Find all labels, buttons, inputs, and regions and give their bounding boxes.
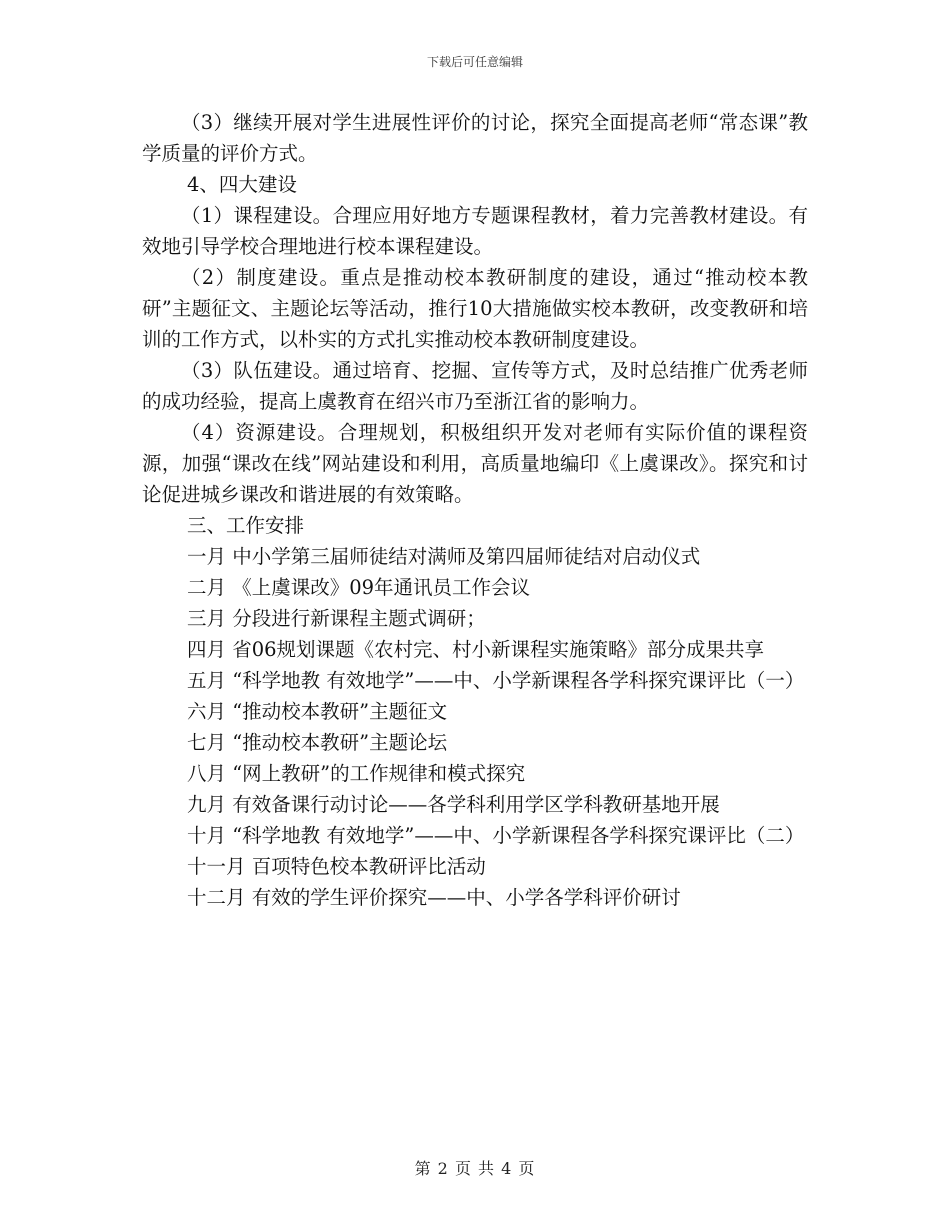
page-footer: 第 2 页 共 4 页 xyxy=(414,1159,536,1178)
paragraph-evaluation-discussion: （3）继续开展对学生进展性评价的讨论，探究全面提高老师“常态课”教学质量的评价方式。 xyxy=(142,111,808,165)
schedule-item-august: 八月 “网上教研”的工作规律和模式探究 xyxy=(187,762,526,785)
document-body xyxy=(142,107,808,913)
schedule-item-december: 十二月 有效的学生评价探究——中、小学各学科评价研讨 xyxy=(187,886,681,909)
schedule-item-april: 四月 省06规划课题《农村完、村小新课程实施策略》部分成果共享 xyxy=(187,638,765,661)
schedule-item-may: 五月 “科学地教 有效地学”——中、小学新课程各学科探究课评比（一） xyxy=(187,669,805,692)
schedule-item-november: 十一月 百项特色校本教研评比活动 xyxy=(187,855,486,878)
heading-work-schedule: 三、工作安排 xyxy=(187,514,305,537)
schedule-item-july: 七月 “推动校本教研”主题论坛 xyxy=(187,731,448,754)
schedule-item-january: 一月 中小学第三届师徒结对满师及第四届师徒结对启动仪式 xyxy=(187,545,701,568)
schedule-item-october: 十月 “科学地教 有效地学”——中、小学新课程各学科探究课评比（二） xyxy=(187,824,805,847)
page-header: 下载后可任意编辑 xyxy=(426,55,523,69)
paragraph-curriculum-construction: （1）课程建设。合理应用好地方专题课程教材，着力完善教材建设。有效地引导学校合理地进行校本课程建设。 xyxy=(142,204,808,258)
schedule-item-june: 六月 “推动校本教研”主题征文 xyxy=(187,700,448,723)
schedule-item-september: 九月 有效备课行动讨论——各学科利用学区学科教研基地开展 xyxy=(187,793,720,816)
heading-four-constructions: 4、四大建设 xyxy=(187,173,297,196)
paragraph-resource-construction: （4）资源建设。合理规划，积极组织开发对老师有实际价值的课程资源，加强“课改在线”网站建设和利用，高质量地编印《上虞课改》。探究和讨论促进城乡课改和谐进展的有效策略。 xyxy=(142,421,808,506)
paragraph-system-construction: （2）制度建设。重点是推动校本教研制度的建设，通过“推动校本教研”主题征文、主题论坛等活动，推行10大措施做实校本教研，改变教研和培训的工作方式，以朴实的方式扎实推动校本教研制度建设。 xyxy=(142,266,808,351)
schedule-item-march: 三月 分段进行新课程主题式调研； xyxy=(187,607,486,630)
paragraph-team-construction: （3）队伍建设。通过培育、挖掘、宣传等方式，及时总结推广优秀老师的成功经验，提高上虞教育在绍兴市乃至浙江省的影响力。 xyxy=(142,359,808,413)
schedule-item-february: 二月 《上虞课改》09年通讯员工作会议 xyxy=(187,576,531,599)
